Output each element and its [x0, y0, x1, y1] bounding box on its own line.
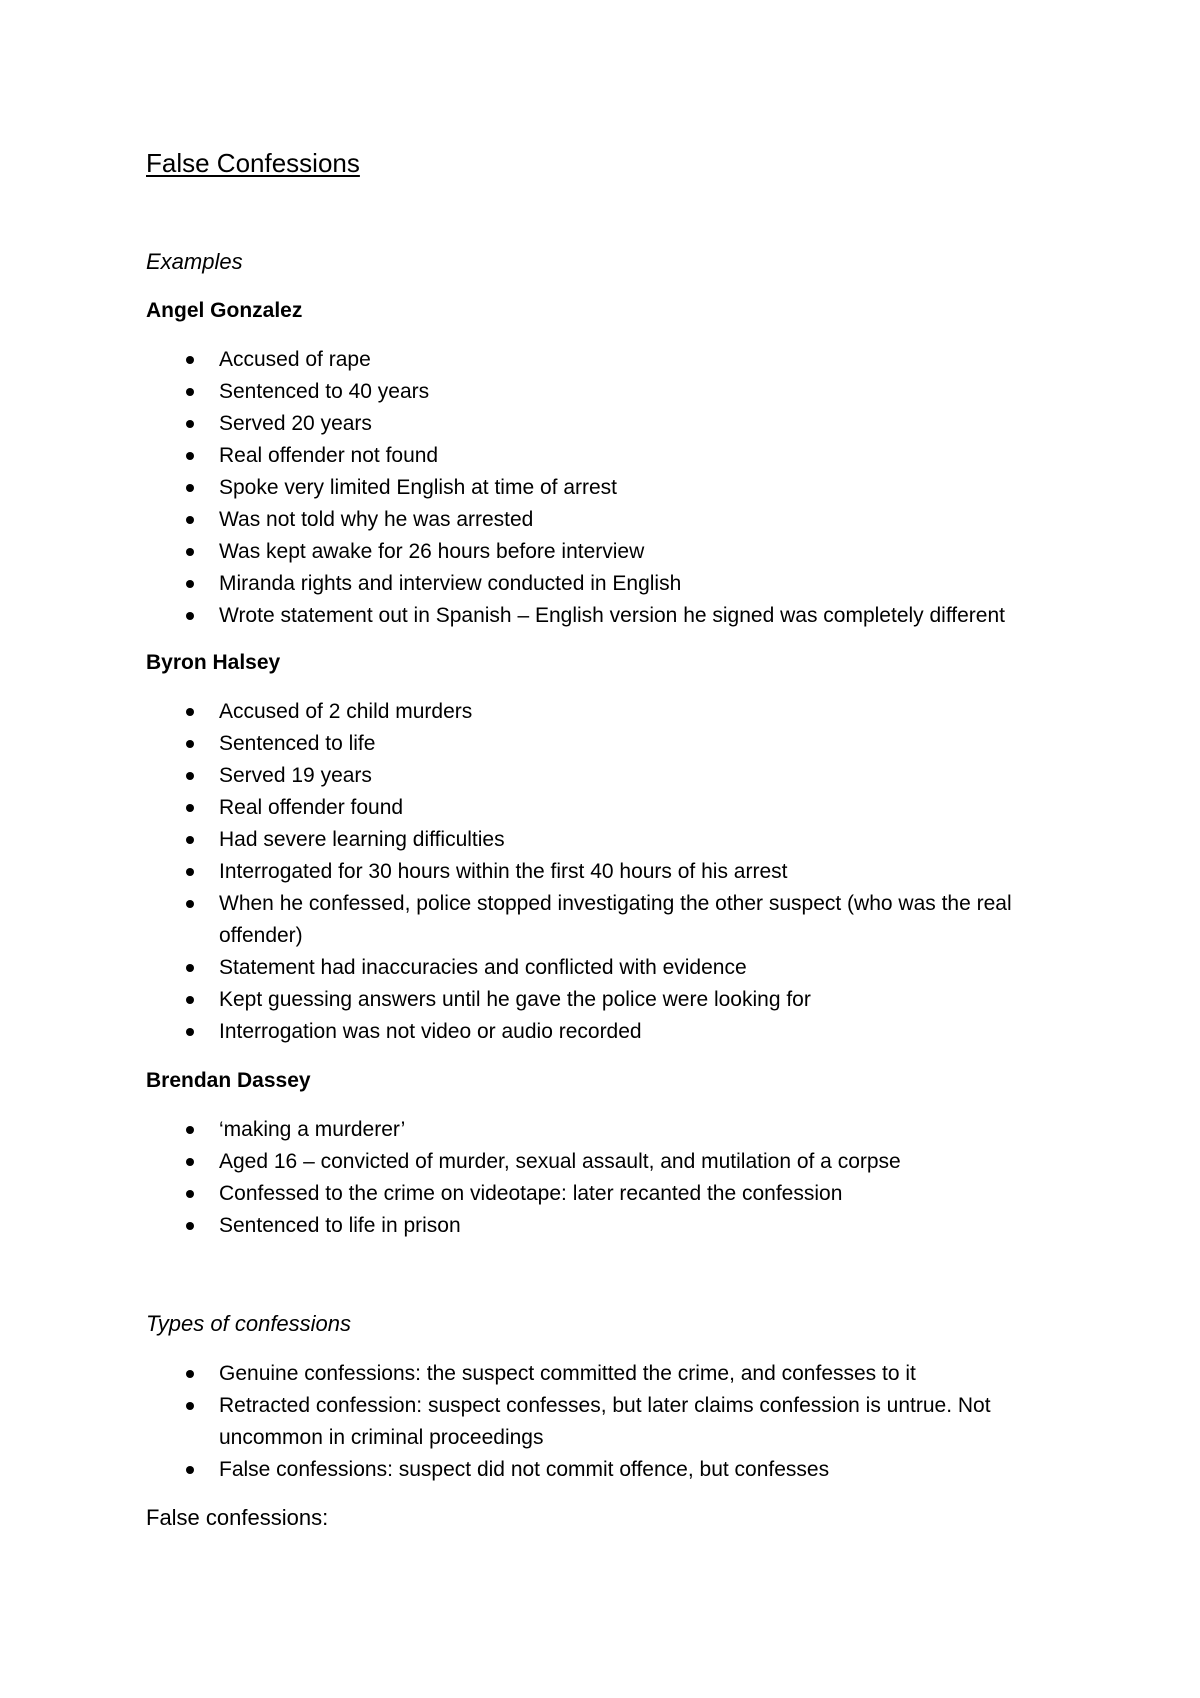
list-item: Sentenced to life in prison [146, 1210, 1076, 1242]
list-item: Retracted confession: suspect confesses, but later claims confession is untrue. Not uncommon in criminal proceedings [146, 1390, 1076, 1454]
case-heading-angel-gonzalez: Angel Gonzalez [146, 299, 303, 322]
case-heading-byron-halsey: Byron Halsey [146, 651, 281, 674]
list-item: Wrote statement out in Spanish – English version he signed was completely different [146, 600, 1076, 632]
list-item: False confessions: suspect did not commit offence, but confesses [146, 1454, 1076, 1486]
list-item: Served 19 years [146, 760, 1076, 792]
list-item: Real offender not found [146, 440, 1076, 472]
list-item: Sentenced to 40 years [146, 376, 1076, 408]
list-item: Accused of 2 child murders [146, 696, 1076, 728]
list-item: Aged 16 – convicted of murder, sexual assault, and mutilation of a corpse [146, 1146, 1076, 1178]
list-item: Interrogation was not video or audio recorded [146, 1016, 1076, 1048]
list-item: Genuine confessions: the suspect committed the crime, and confesses to it [146, 1358, 1076, 1390]
list-item: ‘making a murderer’ [146, 1114, 1076, 1146]
list-item: Kept guessing answers until he gave the police were looking for [146, 984, 1076, 1016]
list-item: Sentenced to life [146, 728, 1076, 760]
case-points-brendan-dassey [146, 1114, 1076, 1242]
list-item: Accused of rape [146, 344, 1076, 376]
false-confessions-heading: False confessions: [146, 1505, 329, 1530]
list-item: Confessed to the crime on videotape: later recanted the confession [146, 1178, 1076, 1210]
types-list [146, 1358, 1076, 1486]
list-item: When he confessed, police stopped investigating the other suspect (who was the real offender) [146, 888, 1076, 952]
list-item: Was kept awake for 26 hours before interview [146, 536, 1076, 568]
list-item: Interrogated for 30 hours within the first 40 hours of his arrest [146, 856, 1076, 888]
case-points-byron-halsey [146, 696, 1076, 1048]
list-item: Had severe learning difficulties [146, 824, 1076, 856]
case-points-angel-gonzalez [146, 344, 1076, 632]
list-item: Miranda rights and interview conducted in English [146, 568, 1076, 600]
examples-subheading: Examples [146, 249, 243, 274]
case-heading-brendan-dassey: Brendan Dassey [146, 1069, 311, 1092]
list-item: Spoke very limited English at time of arrest [146, 472, 1076, 504]
list-item: Real offender found [146, 792, 1076, 824]
types-subheading: Types of confessions [146, 1311, 352, 1336]
page-title: False Confessions [146, 148, 360, 178]
list-item: Served 20 years [146, 408, 1076, 440]
list-item: Was not told why he was arrested [146, 504, 1076, 536]
list-item: Statement had inaccuracies and conflicted with evidence [146, 952, 1076, 984]
